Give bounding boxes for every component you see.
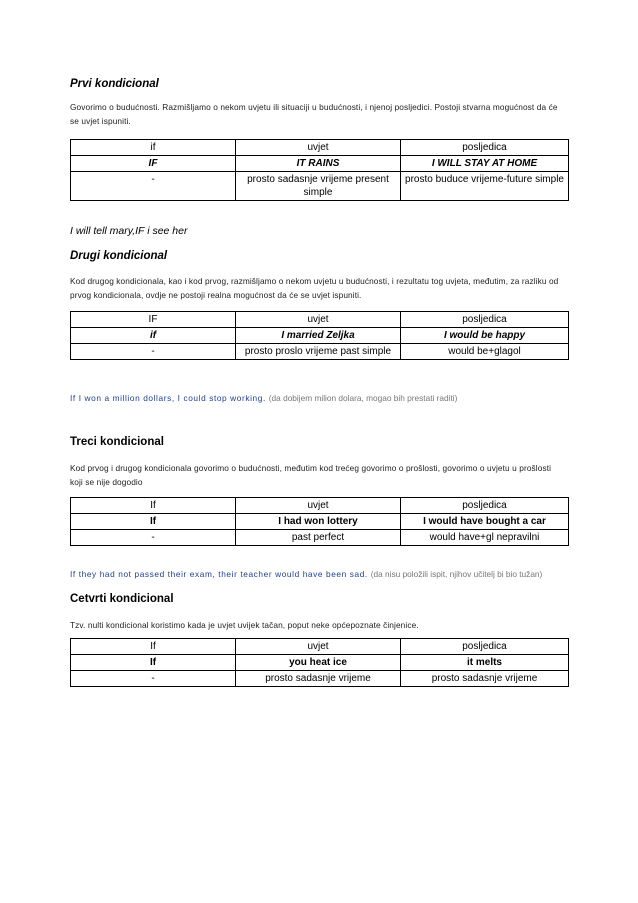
section-3-note	[70, 569, 542, 579]
note-example: If they had not passed their exam, their teacher would have been sad.	[70, 569, 368, 579]
table-cell: If	[71, 639, 236, 655]
table-cell: uvjet	[236, 639, 401, 655]
table-row	[71, 344, 569, 360]
table-cell: I had won lottery	[236, 514, 401, 530]
table-row	[71, 514, 569, 530]
table-cell: IF	[71, 312, 236, 328]
table-cell: prosto sadasnje vrijeme	[401, 671, 569, 687]
section-2-title: Drugi kondicional	[70, 250, 168, 262]
section-2-table	[70, 311, 569, 360]
section-1-paragraph: Govorimo o budućnosti. Razmišljamo o nekom uvjetu ili situaciji u budućnosti, i njenoj posljedici. Postoji stvarna mogućnost da će se uvjet ispuniti.	[70, 102, 558, 126]
table-cell: past perfect	[236, 530, 401, 546]
section-2-paragraph: Kod drugog kondicionala, kao i kod prvog, razmišljamo o nekom uvjetu u budućnosti, i rezultatu tog uvjeta, međutim, za razliku od prvog kondicionala, ovdje ne postoji realna mogućnost da će se uvjet ispuniti.	[70, 276, 559, 300]
table-cell: posljedica	[401, 312, 569, 328]
table-cell: if	[71, 140, 236, 156]
section-3-paragraph: Kod prvog i drugog kondicionala govorimo o budućnosti, međutim kod trećeg govorimo o prošlosti, govorimo o uvjetu u prošlosti koji se nije dogodio	[70, 463, 552, 487]
table-cell: would be+glagol	[401, 344, 569, 360]
table-row	[71, 328, 569, 344]
table-row	[71, 498, 569, 514]
table-row	[71, 172, 569, 201]
note-translation: (da nisu položili ispit, njihov učitelj bi bio tužan)	[370, 569, 543, 579]
table-row	[71, 655, 569, 671]
section-3-title: Treci kondicional	[70, 436, 164, 448]
table-cell: If	[71, 655, 236, 671]
table-cell: if	[71, 328, 236, 344]
table-cell: prosto sadasnje vrijeme present simple	[236, 172, 401, 201]
table-cell: prosto buduce vrijeme-future simple	[401, 172, 569, 201]
table-cell: uvjet	[236, 140, 401, 156]
table-cell: I would be happy	[401, 328, 569, 344]
section-4-table	[70, 638, 569, 687]
table-cell: posljedica	[401, 498, 569, 514]
section-1-example: I will tell mary,IF i see her	[70, 225, 188, 237]
table-cell: posljedica	[401, 140, 569, 156]
table-row	[71, 140, 569, 156]
table-row	[71, 671, 569, 687]
table-row	[71, 156, 569, 172]
table-cell: IF	[71, 156, 236, 172]
table-row	[71, 639, 569, 655]
section-3-table	[70, 497, 569, 546]
table-cell: posljedica	[401, 639, 569, 655]
section-2-note	[70, 393, 457, 403]
note-example: If I won a million dollars, I could stop working.	[70, 393, 266, 403]
table-cell: If	[71, 498, 236, 514]
table-cell: uvjet	[236, 498, 401, 514]
table-cell: uvjet	[236, 312, 401, 328]
section-1-title: Prvi kondicional	[70, 78, 159, 90]
table-cell: -	[71, 530, 236, 546]
note-translation: (da dobijem milion dolara, mogao bih prestati raditi)	[268, 393, 458, 403]
table-cell: prosto proslo vrijeme past simple	[236, 344, 401, 360]
table-cell: I married Zeljka	[236, 328, 401, 344]
table-cell: you heat ice	[236, 655, 401, 671]
table-cell: I would have bought a car	[401, 514, 569, 530]
table-cell: -	[71, 344, 236, 360]
table-cell: prosto sadasnje vrijeme	[236, 671, 401, 687]
table-cell: -	[71, 671, 236, 687]
table-cell: If	[71, 514, 236, 530]
table-cell: -	[71, 172, 236, 201]
table-row	[71, 530, 569, 546]
section-1-table	[70, 139, 569, 201]
section-4-title: Cetvrti kondicional	[70, 593, 174, 605]
section-4-paragraph: Tzv. nulti kondicional koristimo kada je uvjet uvijek tačan, poput neke općepoznate činjenice.	[70, 620, 419, 630]
table-cell: IT RAINS	[236, 156, 401, 172]
table-cell: I WILL STAY AT HOME	[401, 156, 569, 172]
table-row	[71, 312, 569, 328]
table-cell: would have+gl nepravilni	[401, 530, 569, 546]
table-cell: it melts	[401, 655, 569, 671]
